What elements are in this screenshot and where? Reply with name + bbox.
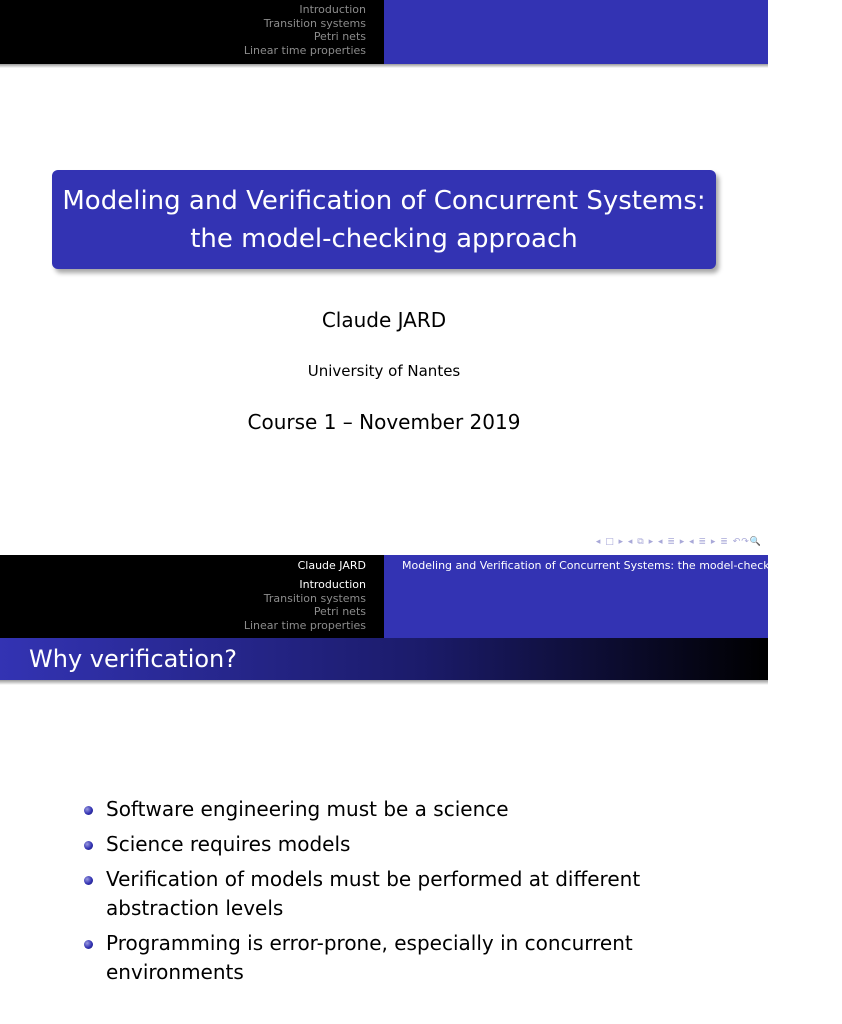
header-author: Claude JARD bbox=[297, 559, 366, 572]
bullet-list bbox=[84, 795, 644, 993]
bullet-ball-icon bbox=[84, 806, 93, 815]
bullet-text: Science requires models bbox=[106, 832, 351, 856]
title-slide bbox=[0, 0, 768, 555]
institute: University of Nantes bbox=[307, 362, 461, 380]
list-item bbox=[84, 795, 644, 824]
nav-section-petri-nets[interactable]: Petri nets bbox=[313, 30, 366, 44]
frame-title: Why verification? bbox=[0, 638, 768, 680]
bullet-text: Programming is error-prone, especially in concurrent environments bbox=[106, 931, 633, 984]
bullet-ball-icon bbox=[84, 940, 93, 949]
nav-section-introduction[interactable]: Introduction bbox=[299, 578, 366, 591]
nav-section-linear-time[interactable]: Linear time properties bbox=[243, 43, 366, 57]
bullet-text: Software engineering must be a science bbox=[106, 797, 509, 821]
course-date: Course 1 – November 2019 bbox=[247, 410, 521, 434]
nav-section-linear-time[interactable]: Linear time properties bbox=[243, 618, 366, 632]
nav-section-transition-systems[interactable]: Transition systems bbox=[263, 591, 366, 605]
title-line-2: the model-checking approach bbox=[190, 223, 578, 254]
bullet-ball-icon bbox=[84, 841, 93, 850]
nav-section-petri-nets[interactable]: Petri nets bbox=[313, 605, 366, 619]
headline-right-panel bbox=[384, 0, 768, 64]
list-item bbox=[84, 929, 644, 987]
headline-bar bbox=[0, 0, 768, 64]
headline-shadow bbox=[0, 64, 768, 68]
beamer-navigation-symbols[interactable]: ◂ □ ▸ ◂ ⧉ ▸ ◂ ≣ ▸ ◂ ≣ ▸ ≣ ↶↷🔍 bbox=[595, 537, 762, 547]
frame-title-shadow bbox=[0, 680, 768, 685]
list-item bbox=[84, 865, 644, 923]
section-nav bbox=[244, 578, 366, 632]
title-line-1: Modeling and Verification of Concurrent Systems: bbox=[62, 185, 706, 216]
section-nav-panel bbox=[0, 555, 384, 638]
content-slide bbox=[0, 555, 842, 1024]
list-item bbox=[84, 830, 644, 859]
presentation-title-box bbox=[52, 170, 716, 269]
nav-section-introduction[interactable]: Introduction bbox=[299, 3, 366, 16]
header-title: Modeling and Verification of Concurrent Systems: the model-checking approach bbox=[402, 559, 842, 572]
section-nav-panel bbox=[0, 0, 384, 64]
section-nav bbox=[244, 3, 366, 57]
headline-right-panel bbox=[384, 555, 842, 638]
headline-bar bbox=[0, 555, 842, 638]
nav-section-transition-systems[interactable]: Transition systems bbox=[263, 16, 366, 30]
bullet-text: Verification of models must be performed at different abstraction levels bbox=[106, 867, 641, 920]
author-name: Claude JARD bbox=[321, 308, 447, 332]
bullet-ball-icon bbox=[84, 876, 93, 885]
